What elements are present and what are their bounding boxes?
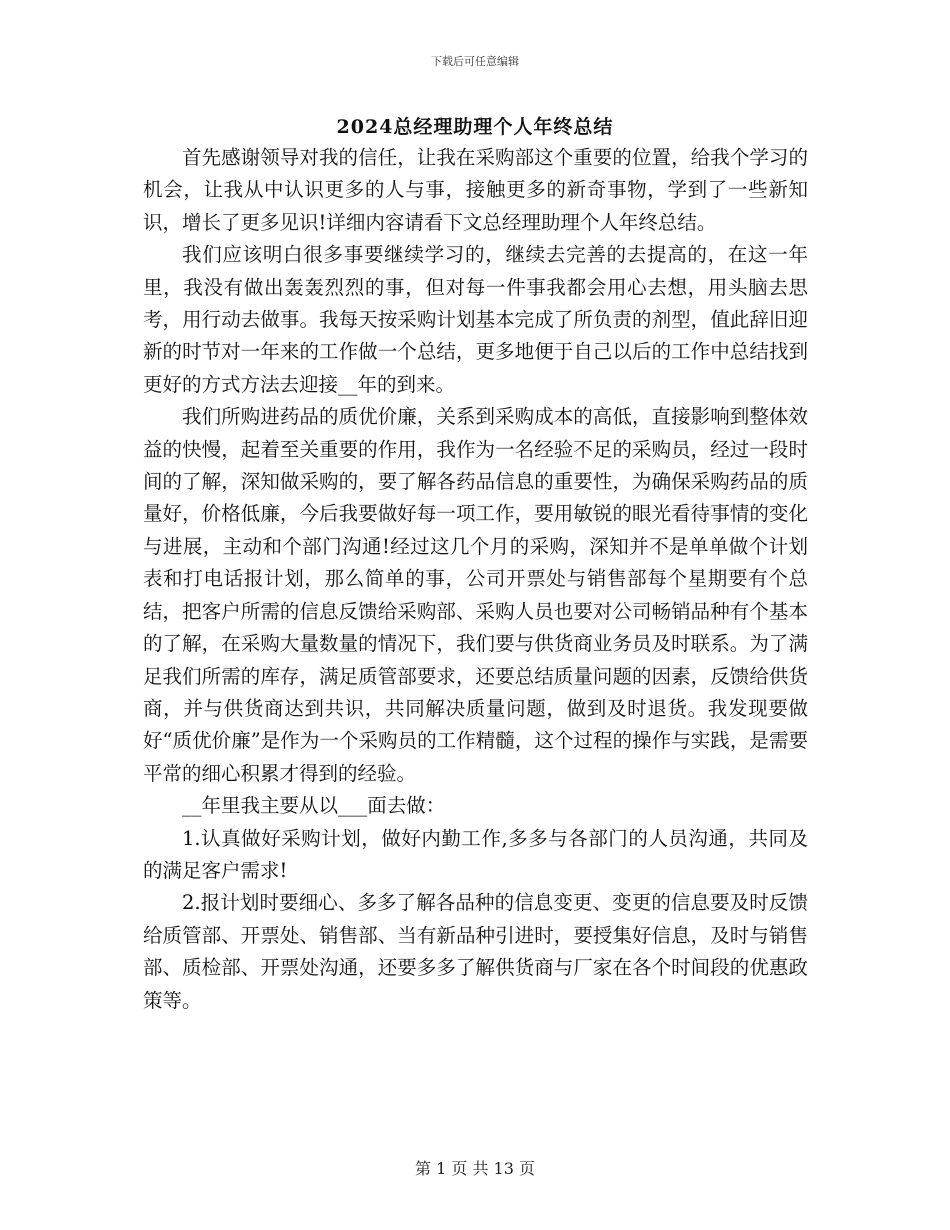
document-body [143, 142, 808, 1017]
page-number: 第 1 页 共 13 页 [415, 1159, 535, 1178]
paragraph: 首先感谢领导对我的信任，让我在采购部这个重要的位置，给我个学习的机会，让我从中认识更多的人与事，接触更多的新奇事物，学到了一些新知识，增长了更多见识!详细内容请看下文总经理助理个人年终总结。 [143, 146, 808, 234]
paragraph: 1.认真做好采购计划，做好内勤工作,多多与各部门的人员沟通，共同及的满足客户需求! [143, 826, 808, 882]
document-title: 2024总经理助理个人年终总结 [336, 116, 614, 138]
paragraph: 我们所购进药品的质优价廉，关系到采购成本的高低，直接影响到整体效益的快慢，起着至关重要的作用，我作为一名经验不足的采购员，经过一段时间的了解，深知做采购的，要了解各药品信息的重要性，为确保采购药品的质量好，价格低廉，今后我要做好每一项工作，要用敏锐的眼光看待事情的变化与进展，主动和个部门沟通!经过这几个月的采购，深知并不是单单做个计划表和打电话报计划，那么简单的事，公司开票处与销售部每个星期要有个总结，把客户所需的信息反馈给采购部、采购人员也要对公司畅销品种有个基本的了解，在采购大量数量的情况下，我们要与供货商业务员及时联系。为了满足我们所需的库存，满足质管部要求，还要总结质量问题的因素，反馈给供货商，并与供货商达到共识，共同解决质量问题，做到及时退货。我发现要做好“质优价廉”是作为一个采购员的工作精髓，这个过程的操作与实践，是需要平常的细心积累才得到的经验。 [143, 405, 808, 785]
paragraph: 我们应该明白很多事要继续学习的，继续去完善的去提高的，在这一年里，我没有做出轰轰烈烈的事，但对每一件事我都会用心去想，用头脑去思考，用行动去做事。我每天按采购计划基本完成了所负责的剂型，值此辞旧迎新的时节对一年来的工作做一个总结，更多地便于自己以后的工作中总结找到更好的方式方法去迎接__年的到来。 [143, 243, 808, 396]
paragraph: __年里我主要从以___面去做： [182, 794, 446, 818]
paragraph: 2.报计划时要细心、多多了解各品种的信息变更、变更的信息要及时反馈给质管部、开票处、销售部、当有新品种引进时，要授集好信息，及时与销售部、质检部、开票处沟通，还要多多了解供货商与厂家在各个时间段的优惠政策等。 [143, 891, 808, 1012]
page-header-note: 下载后可任意编辑 [431, 55, 519, 68]
